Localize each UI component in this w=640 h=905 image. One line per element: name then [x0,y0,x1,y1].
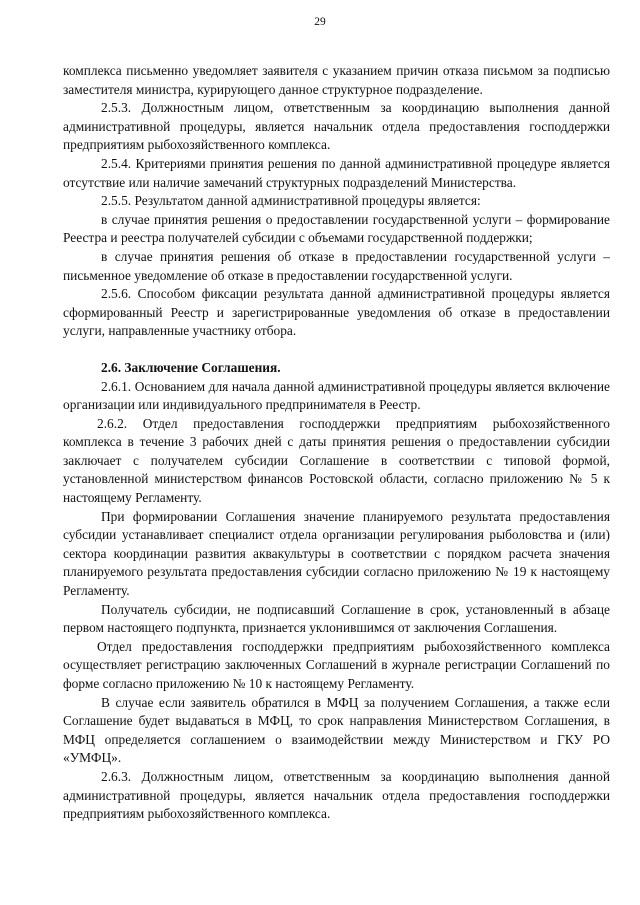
paragraph-continuation: комплекса письменно уведомляет заявителя с указанием причин отказа письмом за подписью заместителя министра, курирующего данное структурное подразделение. [63,63,610,97]
paragraph-2-6-1: 2.6.1. Основанием для начала данной административной процедуры является включение организации или индивидуального предпринимателя в Реестр. [63,378,610,413]
paragraph-2-5-4: 2.5.4. Критериями принятия решения по данной административной процедуре является отсутствие или наличие замечаний структурных подразделений Министерства. [63,155,610,190]
paragraph-2-6-2: 2.6.2. Отдел предоставления господдержки предприятиям рыбохозяйственного комплекса в течение 3 рабочих дней с даты принятия решения о предоставлении субсидии заключает с получателем субсидии Соглашение в соответствии с типовой формой, установленной министерством финансов Ростовской области, согласно приложению № 5 к настоящему Регламенту. [63,415,610,506]
document-body [63,62,610,824]
paragraph-result-approval: в случае принятия решения о предоставлении государственной услуги – формирование Реестра и реестра получателей субсидии с объемами государственной поддержки; [63,211,610,246]
page-number: 29 [314,16,326,28]
section-heading-2-6: 2.6. Заключение Соглашения. [101,359,281,375]
paragraph-evasion: Получатель субсидии, не подписавший Соглашение в срок, установленный в абзаце первом настоящего подпункта, признается уклонившимся от заключения Соглашения. [63,601,610,636]
paragraph-result-refusal: в случае принятия решения об отказе в предоставлении государственной услуги – письменное уведомление об отказе в предоставлении государственной услуги. [63,248,610,283]
paragraph-2-6-3: 2.6.3. Должностным лицом, ответственным за координацию выполнения данной административной процедуры, является начальник отдела предоставления господдержки предприятиям рыбохозяйственного комплекса. [63,768,610,822]
paragraph-planned-result: При формировании Соглашения значение планируемого результата предоставления субсидии устанавливает специалист отдела организации регулирования рыболовства и (или) сектора координации развития аквакультуры в соответствии с порядком расчета значения планируемого результата предоставления субсидии согласно приложению № 19 к настоящему Регламенту. [63,508,610,599]
paragraph-2-5-5: 2.5.5. Результатом данной административной процедуры является: [101,193,481,209]
paragraph-2-5-3: 2.5.3. Должностным лицом, ответственным за координацию выполнения данной административной процедуры, является начальник отдела предоставления господдержки предприятиям рыбохозяйственного комплекса. [63,100,610,153]
paragraph-registration: Отдел предоставления господдержки предприятиям рыбохозяйственного комплекса осуществляет регистрацию заключенных Соглашений в журнале регистрации Соглашений по форме согласно приложению № 10 к настоящему Регламенту. [63,638,610,691]
paragraph-mfc: В случае если заявитель обратился в МФЦ за получением Соглашения, а также если Соглашение будет выдаваться в МФЦ, то срок направления Министерством Соглашения, в МФЦ определяется соглашением о взаимодействии между Министерством и ГКУ РО «УМФЦ». [63,694,610,766]
paragraph-2-5-6: 2.5.6. Способом фиксации результата данной административной процедуры является сформированный Реестр и зарегистрированные уведомления об отказе в предоставлении услуги, направленные участнику отбора. [63,286,610,339]
